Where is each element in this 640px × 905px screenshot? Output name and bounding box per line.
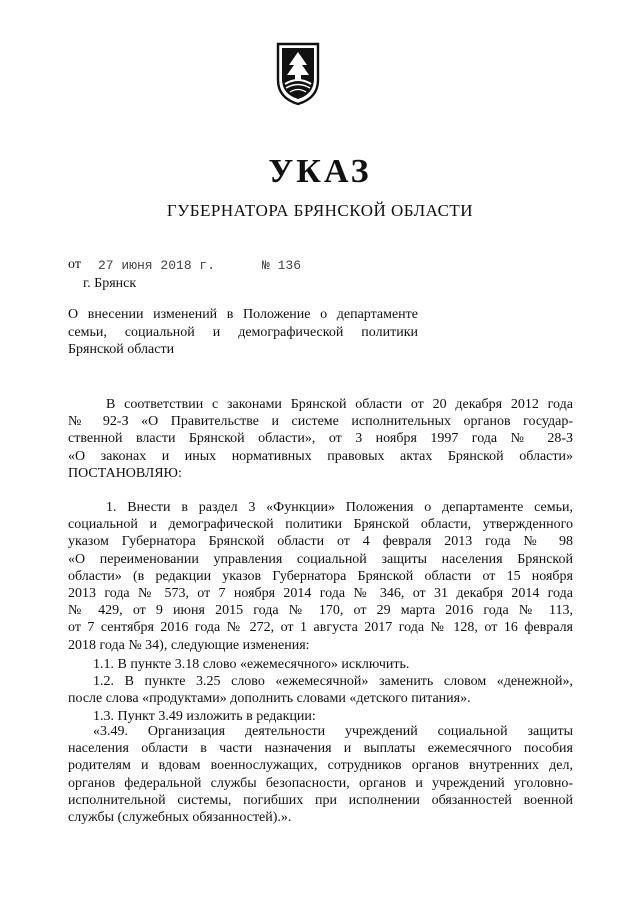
text-line: после слова «продуктами» дополнить словами «детского питания». xyxy=(68,691,471,707)
text-line: 2018 года № 34), следующие изменения: xyxy=(68,637,310,653)
document-subject xyxy=(68,306,418,359)
text-line: ПОСТАНОВЛЯЮ: xyxy=(68,465,182,481)
text-line: «3.49. Организация деятельности учреждений социальной защиты xyxy=(93,724,573,739)
page-subtitle: ГУБЕРНАТОРА БРЯНСКОЙ ОБЛАСТИ xyxy=(166,201,474,220)
text-line: ственной власти Брянской области», от 3 ноября 1997 года № 28-З xyxy=(68,431,573,447)
date-prefix: от xyxy=(68,257,81,272)
text-line: «О законах и иных нормативных правовых актах Брянской области» xyxy=(68,448,573,464)
text-line: социальной и демографической политики Брянской области, утвержденного xyxy=(68,517,573,533)
text-line: от 7 сентября 2016 года № 272, от 1 августа 2017 года № 128, от 16 февраля xyxy=(68,620,573,636)
document-date: 27 июня 2018 г. xyxy=(98,258,216,273)
text-line: 1. Внести в раздел 3 «Функции» Положения о департаменте семьи, xyxy=(106,500,573,515)
text-line: указом Губернатора Брянской области от 4 февраля 2013 года № 98 xyxy=(68,534,573,550)
quoted-paragraph xyxy=(68,723,573,826)
subject-line: О внесении изменений в Положение о департаменте xyxy=(68,307,418,322)
document-city: г. Брянск xyxy=(83,276,137,291)
text-line: В соответствии с законами Брянской области от 20 декабря 2012 года xyxy=(106,397,573,412)
text-line: № 429, от 9 июня 2015 года № 170, от 29 марта 2016 года № 113, xyxy=(68,603,573,619)
text-line: органов федеральной службы безопасности, органов и учреждений уголовно- xyxy=(68,775,573,791)
text-line: области» (в редакции указов Губернатора Брянской области от 15 ноября xyxy=(68,568,573,584)
item-1-paragraph xyxy=(68,499,573,654)
sub-items-list xyxy=(68,656,573,725)
document-number: № 136 xyxy=(262,258,302,273)
text-line: населения области в части назначения и выплаты ежемесячного пособия xyxy=(68,741,573,757)
text-line: «О переименовании управления социальной защиты населения Брянской xyxy=(68,551,573,567)
sub-item-1-3: 1.3. Пункт 3.49 изложить в редакции: xyxy=(93,708,316,724)
text-line: службы (служебных обязанностей).». xyxy=(68,810,292,826)
preamble-paragraph xyxy=(68,396,573,482)
page-title: УКАЗ xyxy=(268,153,372,190)
subject-line: семьи, социальной и демографической политики xyxy=(68,324,418,340)
sub-item-1-2: 1.2. В пункте 3.25 слово «ежемесячной» заменить словом «денежной», xyxy=(93,674,573,690)
text-line: исполнительной системы, погибших при исполнении обязанностей военной xyxy=(68,792,573,808)
sub-item-1-1: 1.1. В пункте 3.18 слово «ежемесячного» исключить. xyxy=(93,657,410,672)
text-line: родителям и вдовам военнослужащих, сотрудников органов внутренних дел, xyxy=(68,758,573,774)
text-line: № 92-З «О Правительстве и системе исполнительных органов государ- xyxy=(68,414,573,430)
coat-of-arms-icon xyxy=(274,40,322,106)
text-line: 2013 года № 573, от 7 ноября 2014 года № 346, от 31 декабря 2014 года xyxy=(68,586,573,602)
subject-line: Брянской области xyxy=(68,342,175,357)
